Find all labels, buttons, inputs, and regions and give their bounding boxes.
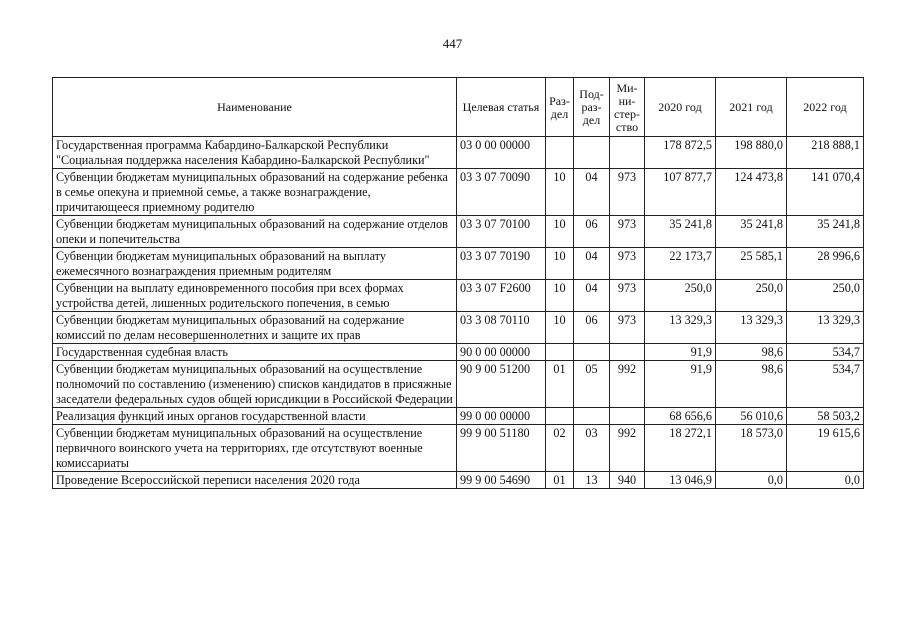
table-row	[53, 472, 864, 489]
row-code: 99 9 00 51180	[457, 425, 546, 472]
row-2021: 56 010,6	[716, 408, 787, 425]
row-section: 10	[546, 312, 574, 344]
table-row	[53, 312, 864, 344]
row-subsection: 13	[574, 472, 610, 489]
table-row	[53, 425, 864, 472]
row-ministry: 992	[610, 425, 645, 472]
row-subsection: 03	[574, 425, 610, 472]
row-ministry: 973	[610, 248, 645, 280]
row-2021: 98,6	[716, 344, 787, 361]
row-2021: 124 473,8	[716, 169, 787, 216]
row-2022: 141 070,4	[787, 169, 864, 216]
row-2021: 250,0	[716, 280, 787, 312]
row-2021: 13 329,3	[716, 312, 787, 344]
row-code: 03 3 07 70100	[457, 216, 546, 248]
header-section: Раз-дел	[546, 78, 574, 137]
row-2022: 13 329,3	[787, 312, 864, 344]
row-subsection: 05	[574, 361, 610, 408]
row-2020: 107 877,7	[645, 169, 716, 216]
row-2020: 13 329,3	[645, 312, 716, 344]
row-section: 10	[546, 280, 574, 312]
header-2020: 2020 год	[645, 78, 716, 137]
row-name: Субвенции бюджетам муниципальных образований на выплату ежемесячного вознаграждения приемным родителям	[53, 248, 457, 280]
row-code: 99 9 00 54690	[457, 472, 546, 489]
row-2022: 534,7	[787, 344, 864, 361]
row-2021: 18 573,0	[716, 425, 787, 472]
row-ministry	[610, 408, 645, 425]
row-ministry: 940	[610, 472, 645, 489]
table-row	[53, 280, 864, 312]
row-ministry	[610, 344, 645, 361]
header-2022: 2022 год	[787, 78, 864, 137]
header-subsection: Под-раз-дел	[574, 78, 610, 137]
row-2021: 98,6	[716, 361, 787, 408]
row-ministry: 973	[610, 280, 645, 312]
table-row	[53, 169, 864, 216]
row-code: 03 0 00 00000	[457, 137, 546, 169]
row-section: 01	[546, 472, 574, 489]
row-name: Субвенции на выплату единовременного пособия при всех формах устройства детей, лишенных родительского попечения, в семью	[53, 280, 457, 312]
row-code: 90 9 00 51200	[457, 361, 546, 408]
header-code: Целевая статья	[457, 78, 546, 137]
row-name: Субвенции бюджетам муниципальных образований на осуществление первичного воинского учета на территориях, где отсутствуют военные комиссариаты	[53, 425, 457, 472]
row-ministry: 973	[610, 312, 645, 344]
table-row	[53, 216, 864, 248]
table-row	[53, 408, 864, 425]
row-subsection	[574, 137, 610, 169]
row-2021: 198 880,0	[716, 137, 787, 169]
row-code: 03 3 08 70110	[457, 312, 546, 344]
row-2022: 58 503,2	[787, 408, 864, 425]
row-code: 03 3 07 F2600	[457, 280, 546, 312]
row-2021: 25 585,1	[716, 248, 787, 280]
row-2020: 13 046,9	[645, 472, 716, 489]
row-name: Субвенции бюджетам муниципальных образований на содержание комиссий по делам несовершеннолетних и защите их прав	[53, 312, 457, 344]
row-2020: 18 272,1	[645, 425, 716, 472]
row-subsection: 06	[574, 312, 610, 344]
row-name: Субвенции бюджетам муниципальных образований на содержание отделов опеки и попечительства	[53, 216, 457, 248]
row-section: 10	[546, 216, 574, 248]
row-subsection: 06	[574, 216, 610, 248]
row-ministry: 973	[610, 169, 645, 216]
row-subsection: 04	[574, 248, 610, 280]
row-2022: 19 615,6	[787, 425, 864, 472]
row-2022: 534,7	[787, 361, 864, 408]
row-2020: 91,9	[645, 344, 716, 361]
table-row	[53, 248, 864, 280]
row-name: Государственная судебная власть	[53, 344, 457, 361]
row-2022: 218 888,1	[787, 137, 864, 169]
row-2020: 68 656,6	[645, 408, 716, 425]
row-2022: 250,0	[787, 280, 864, 312]
header-2021: 2021 год	[716, 78, 787, 137]
row-code: 99 0 00 00000	[457, 408, 546, 425]
row-2020: 91,9	[645, 361, 716, 408]
row-ministry: 973	[610, 216, 645, 248]
table-row	[53, 344, 864, 361]
row-2020: 178 872,5	[645, 137, 716, 169]
row-name: Субвенции бюджетам муниципальных образований на осуществление полномочий по составлению (изменению) списков кандидатов в присяжные заседатели федеральных судов общей юрисдикции в Российской Федерации	[53, 361, 457, 408]
row-name: Реализация функций иных органов государственной власти	[53, 408, 457, 425]
row-2021: 35 241,8	[716, 216, 787, 248]
row-subsection: 04	[574, 169, 610, 216]
row-section: 02	[546, 425, 574, 472]
row-section: 01	[546, 361, 574, 408]
row-section	[546, 408, 574, 425]
row-2020: 22 173,7	[645, 248, 716, 280]
row-code: 90 0 00 00000	[457, 344, 546, 361]
row-subsection	[574, 344, 610, 361]
budget-table	[52, 77, 864, 489]
row-2020: 250,0	[645, 280, 716, 312]
table-row	[53, 137, 864, 169]
header-name: Наименование	[53, 78, 457, 137]
header-row	[53, 78, 864, 137]
row-2020: 35 241,8	[645, 216, 716, 248]
row-subsection	[574, 408, 610, 425]
row-2022: 0,0	[787, 472, 864, 489]
row-name: Субвенции бюджетам муниципальных образований на содержание ребенка в семье опекуна и приемной семье, а также вознаграждение, причитающееся приемному родителю	[53, 169, 457, 216]
row-section: 10	[546, 169, 574, 216]
table-row	[53, 361, 864, 408]
row-code: 03 3 07 70090	[457, 169, 546, 216]
row-2022: 35 241,8	[787, 216, 864, 248]
row-code: 03 3 07 70190	[457, 248, 546, 280]
row-section: 10	[546, 248, 574, 280]
page-number: 447	[442, 36, 463, 51]
header-ministry: Ми-ни-стер-ство	[610, 78, 645, 137]
row-name: Проведение Всероссийской переписи населения 2020 года	[53, 472, 457, 489]
row-subsection: 04	[574, 280, 610, 312]
row-2022: 28 996,6	[787, 248, 864, 280]
row-name: Государственная программа Кабардино-Балкарской Республики "Социальная поддержка населения Кабардино-Балкарской Республики"	[53, 137, 457, 169]
row-ministry: 992	[610, 361, 645, 408]
row-section	[546, 344, 574, 361]
row-ministry	[610, 137, 645, 169]
row-2021: 0,0	[716, 472, 787, 489]
row-section	[546, 137, 574, 169]
